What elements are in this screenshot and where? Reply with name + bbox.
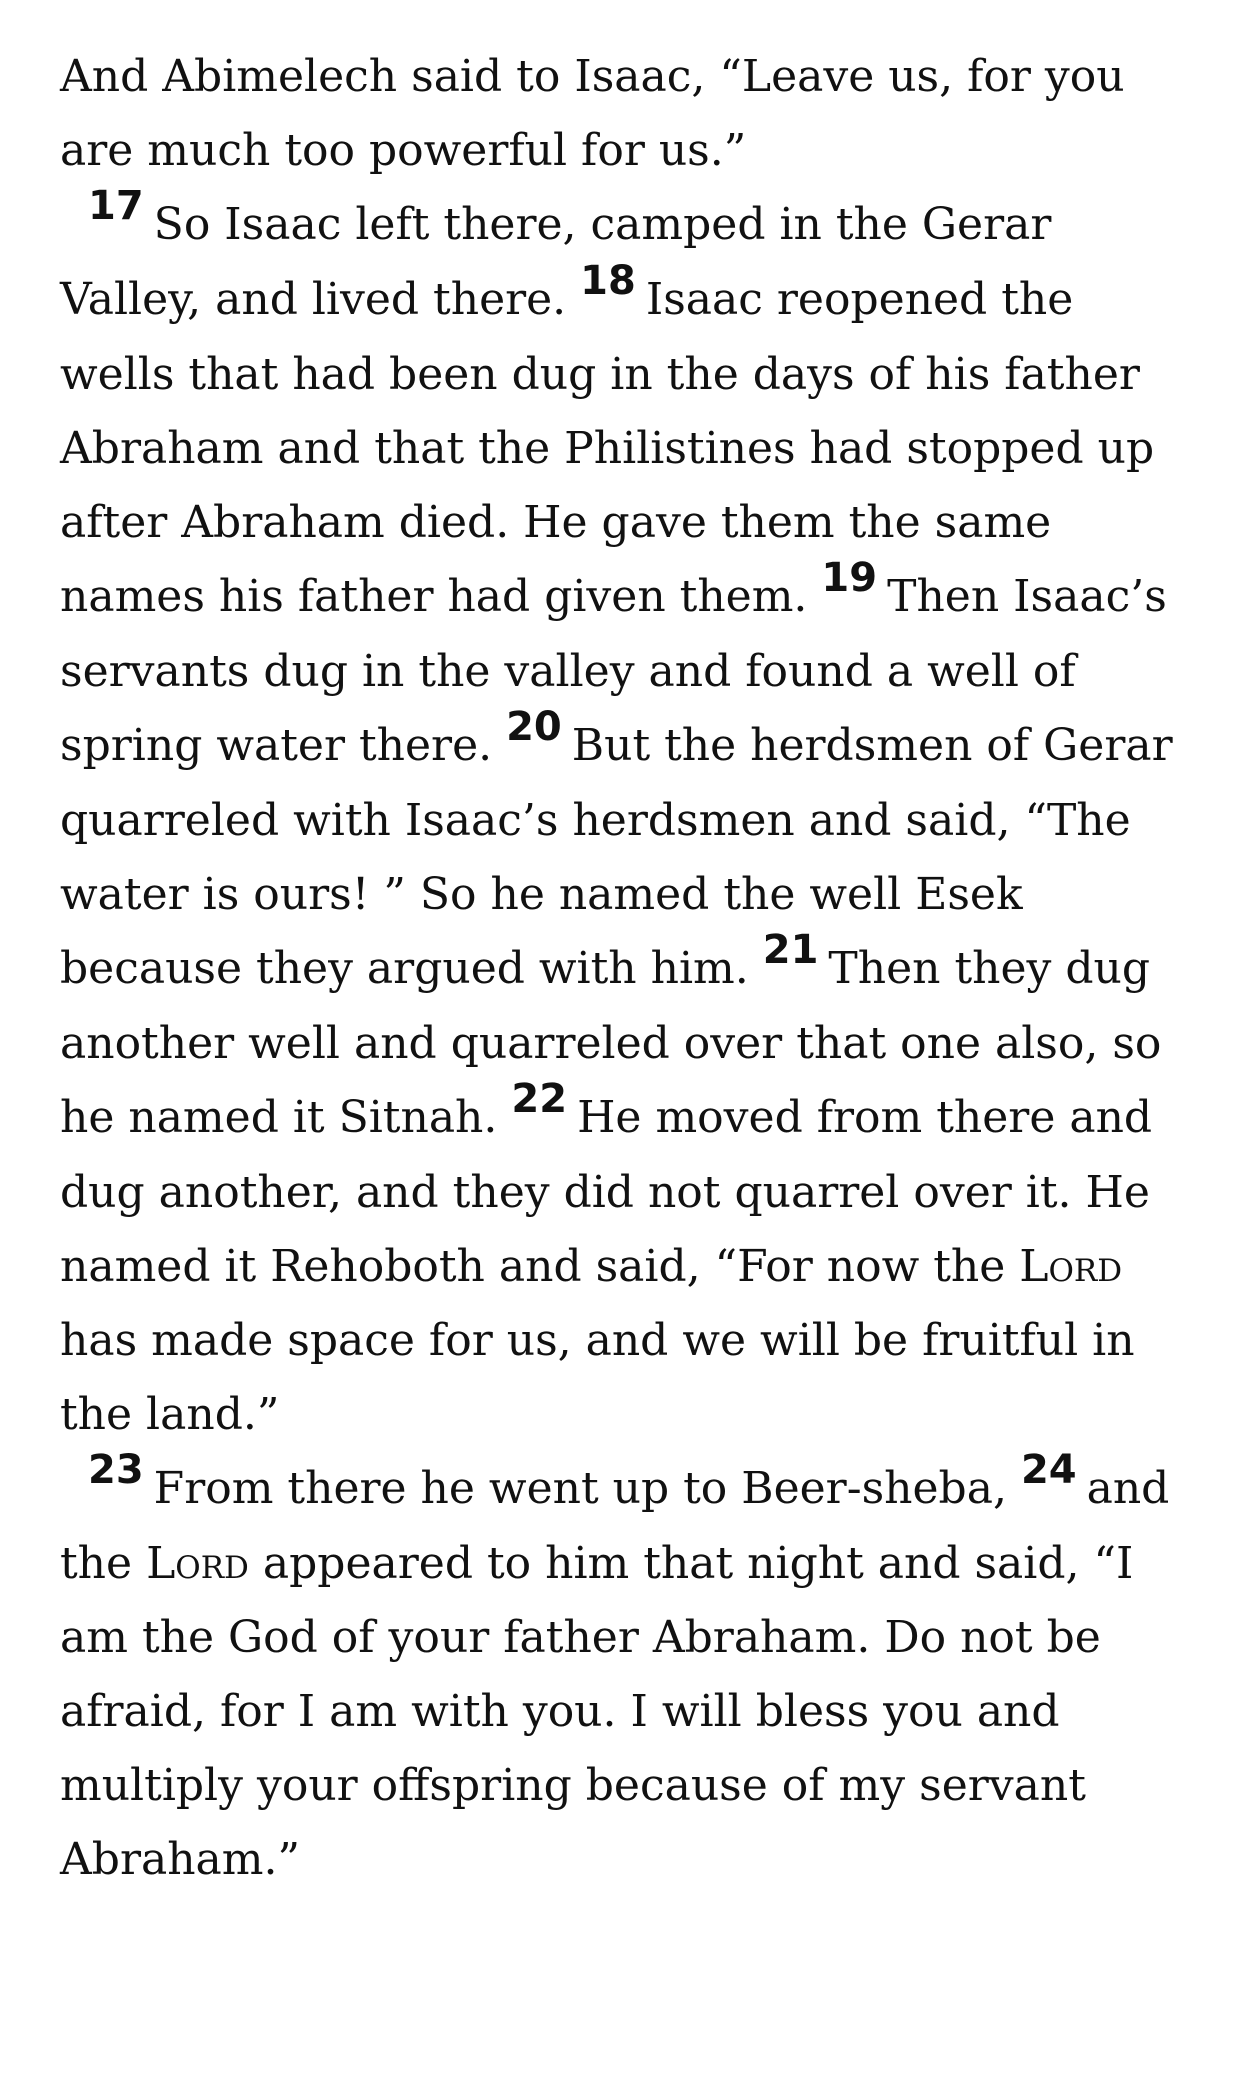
divine-name-lord: Lord <box>146 1538 249 1589</box>
verse-19-text: Then Isaac’s servants dug in the valley and found a well of spring water there. <box>60 571 1167 771</box>
verse-17-text: So Isaac left there, camped in the Gerar Valley, and lived there. <box>60 199 1052 325</box>
verse-number-23[interactable]: 23 <box>88 1447 144 1493</box>
verse-number-20[interactable]: 20 <box>506 704 562 750</box>
verse-number-17[interactable]: 17 <box>88 183 144 229</box>
paragraph-3 <box>60 1447 1190 1897</box>
divine-name-lord: Lord <box>1019 1241 1123 1292</box>
verse-number-21[interactable]: 21 <box>762 927 819 973</box>
verse-24-text-a: and the <box>60 1463 1170 1589</box>
verse-23-text: From there he went up to Beer-sheba, <box>153 1463 1007 1514</box>
scripture-reader <box>60 40 1190 1897</box>
verse-22-text-a: He moved from there and dug another, and they did not quarrel over it. He named it Rehoboth and said, “For now the <box>60 1092 1153 1292</box>
verse-21-text: Then they dug another well and quarreled over that one also, so he named it Sitnah. <box>60 943 1162 1143</box>
verse-number-18[interactable]: 18 <box>580 258 636 304</box>
verse-number-24[interactable]: 24 <box>1020 1447 1077 1493</box>
paragraph-2 <box>60 183 1190 1452</box>
verse-20-text: But the herdsmen of Gerar quarreled with Isaac’s herdsmen and said, “The water is ours! ” So he named the well Esek because they argued with him. <box>60 720 1173 994</box>
verse-24-text-b: appeared to him that night and said, “I am the God of your father Abraham. Do not be afraid, for I am with you. I will bless you and multiply your offspring because of my servant Abraham.” <box>60 1538 1134 1885</box>
verse-16-end-text: And Abimelech said to Isaac, “Leave us, for you are much too powerful for us.” <box>60 51 1125 176</box>
paragraph-1 <box>60 40 1190 188</box>
verse-number-19[interactable]: 19 <box>821 555 878 601</box>
verse-22-text-b: has made space for us, and we will be fruitful in the land.” <box>60 1315 1135 1440</box>
verse-18-text: Isaac reopened the wells that had been dug in the days of his father Abraham and that the Philistines had stopped up after Abraham died. He gave them the same names his father had given them. <box>60 274 1155 622</box>
verse-number-22[interactable]: 22 <box>511 1076 568 1122</box>
